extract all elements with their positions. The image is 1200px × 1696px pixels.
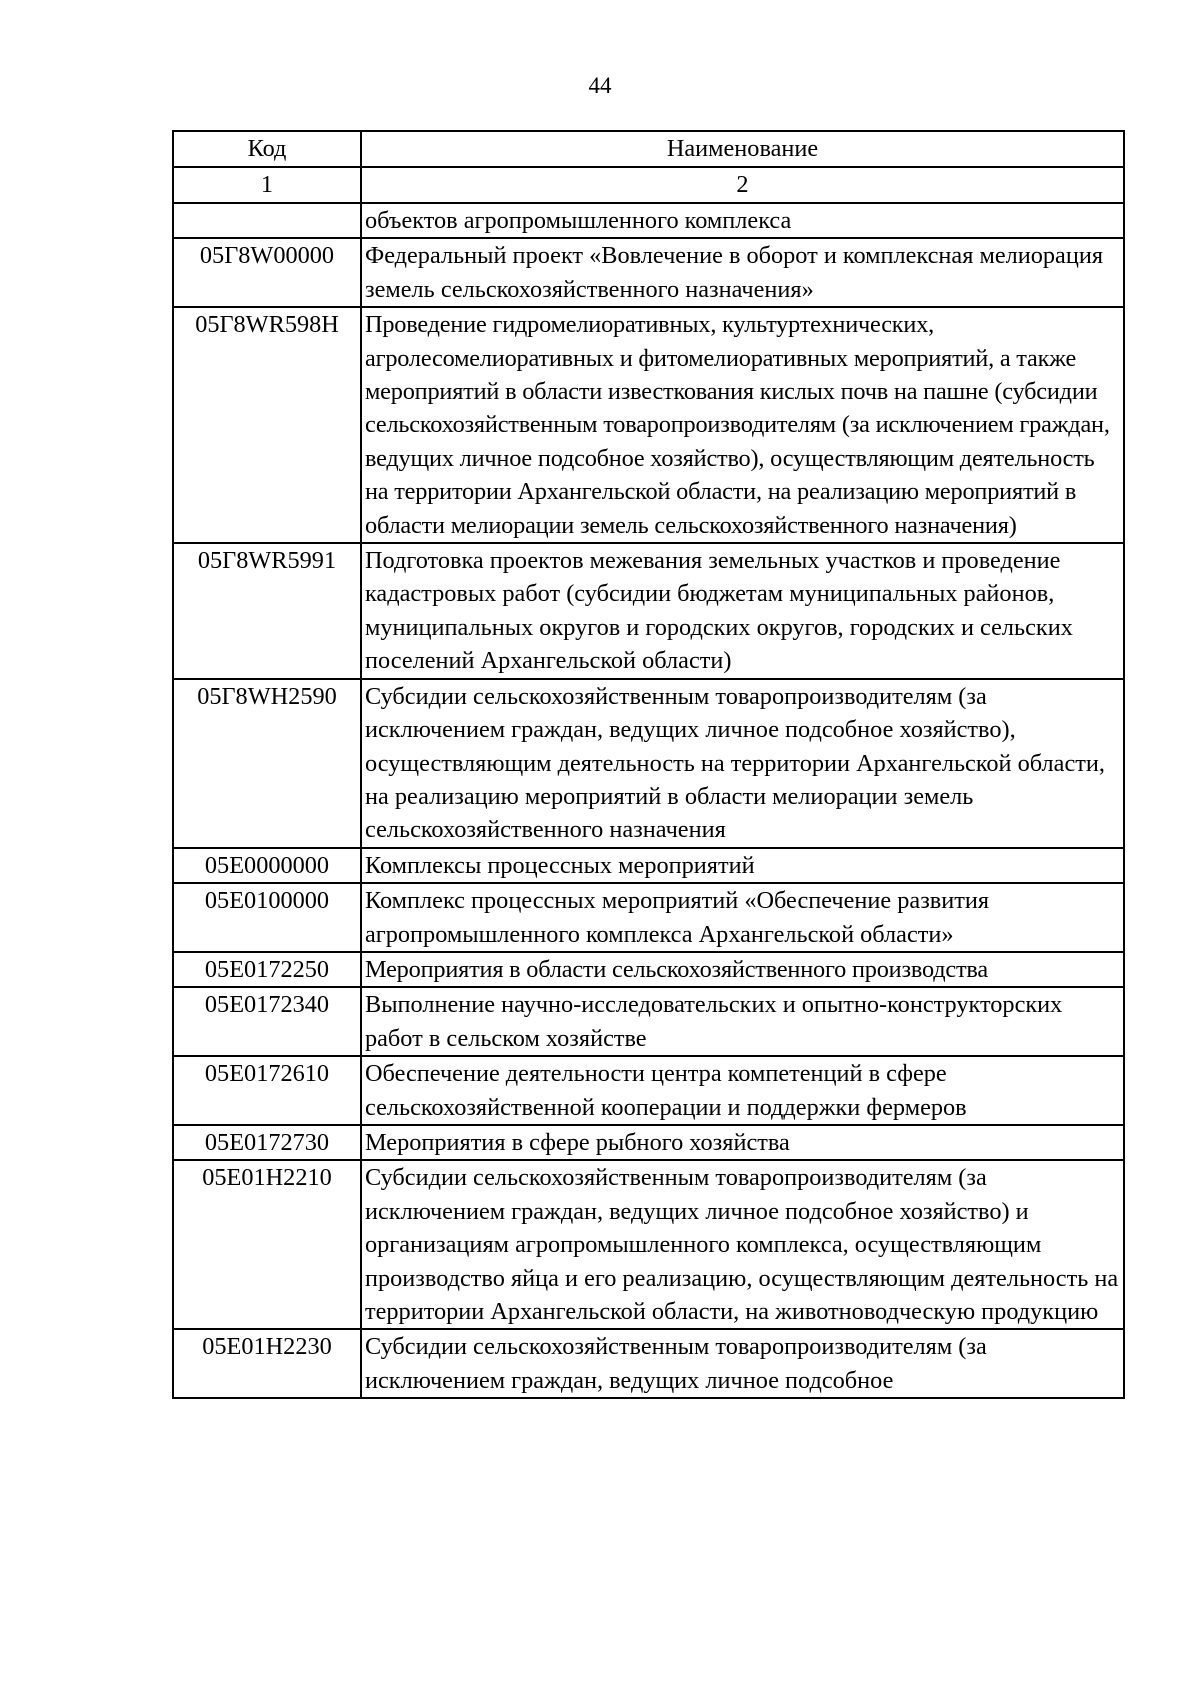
row-name: Субсидии сельскохозяйственным товаропроизводителям (за исключением граждан, ведущих личное подсобное	[361, 1329, 1124, 1398]
table-row	[173, 952, 1124, 987]
table-row	[173, 543, 1124, 679]
row-name: Субсидии сельскохозяйственным товаропроизводителям (за исключением граждан, ведущих личное подсобное хозяйство) и организациям агропромышленного комплекса, осуществляющим производство яйца и его реализацию, осуществляющим деятельность на территории Архангельской области, на животноводческую продукцию	[361, 1160, 1124, 1329]
page-number: 44	[588, 73, 612, 98]
row-code: 05Е0100000	[173, 883, 361, 952]
row-code: 05Е0172730	[173, 1125, 361, 1160]
row-code: 05Г8WН2590	[173, 679, 361, 848]
table-row	[173, 883, 1124, 952]
row-code: 05Е01Н2210	[173, 1160, 361, 1329]
table-row	[173, 679, 1124, 848]
row-name: Субсидии сельскохозяйственным товаропроизводителям (за исключением граждан, ведущих личное подсобное хозяйство), осуществляющим деятельность на территории Архангельской области, на реализацию мероприятий в области мелиорации земель сельскохозяйственного назначения	[361, 679, 1124, 848]
row-code: 05Е0172340	[173, 987, 361, 1056]
row-code: 05Е0172610	[173, 1056, 361, 1125]
table-row	[173, 987, 1124, 1056]
classifier-table	[172, 130, 1125, 1399]
row-code: 05Е0172250	[173, 952, 361, 987]
row-name: Мероприятия в области сельскохозяйственного производства	[361, 952, 1124, 987]
table-row	[173, 848, 1124, 883]
header-row	[173, 131, 1124, 167]
row-name: Комплексы процессных мероприятий	[361, 848, 1124, 883]
column-number-name: 2	[361, 167, 1124, 203]
row-code: 05Г8WR5991	[173, 543, 361, 679]
table-row	[173, 1056, 1124, 1125]
table-row	[173, 1160, 1124, 1329]
table-row	[173, 203, 1124, 238]
column-number-code: 1	[173, 167, 361, 203]
row-name: Проведение гидромелиоративных, культуртехнических, агролесомелиоративных и фитомелиоративных мероприятий, а также мероприятий в области известкования кислых почв на пашне (субсидии сельскохозяйственным товаропроизводителям (за исключением граждан, ведущих личное подсобное хозяйство), осуществляющим деятельность на территории Архангельской области, на реализацию мероприятий в области мелиорации земель сельскохозяйственного назначения)	[361, 307, 1124, 543]
row-name: Обеспечение деятельности центра компетенций в сфере сельскохозяйственной кооперации и поддержки фермеров	[361, 1056, 1124, 1125]
row-code: 05Г8W00000	[173, 238, 361, 307]
row-name: Комплекс процессных мероприятий «Обеспечение развития агропромышленного комплекса Архангельской области»	[361, 883, 1124, 952]
row-name: Мероприятия в сфере рыбного хозяйства	[361, 1125, 1124, 1160]
column-number-row	[173, 167, 1124, 203]
table-row	[173, 238, 1124, 307]
row-code	[173, 203, 361, 238]
row-name: Выполнение научно-исследовательских и опытно-конструкторских работ в сельском хозяйстве	[361, 987, 1124, 1056]
column-header-name: Наименование	[361, 131, 1124, 167]
table-row	[173, 1125, 1124, 1160]
row-name: Федеральный проект «Вовлечение в оборот и комплексная мелиорация земель сельскохозяйственного назначения»	[361, 238, 1124, 307]
row-name: объектов агропромышленного комплекса	[361, 203, 1124, 238]
table-row	[173, 307, 1124, 543]
row-code: 05Г8WR598Н	[173, 307, 361, 543]
column-header-code: Код	[173, 131, 361, 167]
row-code: 05Е01Н2230	[173, 1329, 361, 1398]
row-name: Подготовка проектов межевания земельных участков и проведение кадастровых работ (субсидии бюджетам муниципальных районов, муниципальных округов и городских округов, городских и сельских поселений Архангельской области)	[361, 543, 1124, 679]
table-row	[173, 1329, 1124, 1398]
row-code: 05Е0000000	[173, 848, 361, 883]
